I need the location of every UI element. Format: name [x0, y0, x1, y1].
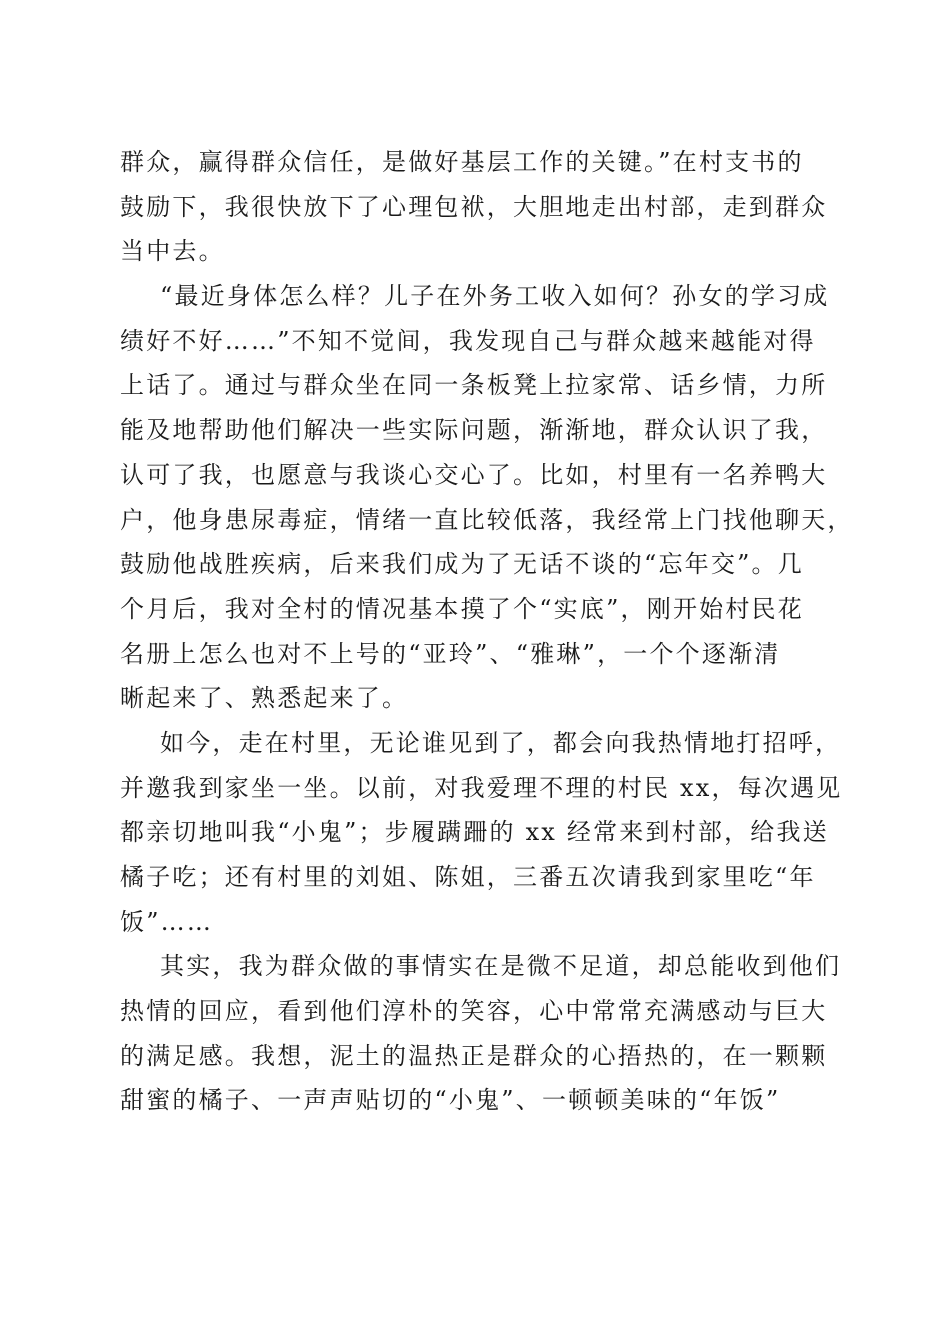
text-line: 的满足感。我想，泥土的温热正是群众的心捂热的，在一颗颗	[120, 1041, 828, 1070]
text-line: 鼓励他战胜疾病，后来我们成为了无话不谈的“忘年交”。几	[120, 550, 804, 579]
paragraph-first-line: “最近身体怎么样？儿子在外务工收入如何？孙女的学习成	[160, 282, 830, 311]
text-line: 户，他身患尿毒症，情绪一直比较低落，我经常上门找他聊天，	[120, 505, 854, 534]
text-line: 当中去。	[120, 237, 225, 266]
text-line: 饭”……	[120, 907, 214, 936]
text-line: 个月后，我对全村的情况基本摸了个“实底”，刚开始村民花	[120, 594, 804, 623]
paragraph-first-line: 其实，我为群众做的事情实在是微不足道，却总能收到他们	[160, 952, 842, 981]
text-line: 鼓励下，我很快放下了心理包袱，大胆地走出村部，走到群众	[120, 192, 828, 221]
body-text	[120, 140, 854, 1123]
text-line: 绩好不好……”不知不觉间，我发现自己与群众越来越能对得	[120, 326, 816, 355]
text-line: 热情的回应，看到他们淳朴的笑容，心中常常充满感动与巨大	[120, 997, 828, 1026]
text-line: 能及地帮助他们解决一些实际问题，渐渐地，群众认识了我，	[120, 416, 828, 445]
text-line: 甜蜜的橘子、一声声贴切的“小鬼”、一顿顿美味的“年饭”	[120, 1086, 781, 1115]
text-line: 都亲切地叫我“小鬼”；步履蹒跚的 xx 经常来到村部，给我送	[120, 818, 829, 847]
paragraph-first-line: 如今，走在村里，无论谁见到了，都会向我热情地打招呼，	[160, 728, 842, 757]
text-line: 晰起来了、熟悉起来了。	[120, 684, 409, 713]
text-line: 橘子吃；还有村里的刘姐、陈姐，三番五次请我到家里吃“年	[120, 863, 816, 891]
text-line: 认可了我，也愿意与我谈心交心了。比如，村里有一名养鸭大	[120, 460, 828, 489]
text-line: 群众，赢得群众信任，是做好基层工作的关键。”在村支书的	[120, 148, 804, 176]
text-line: 名册上怎么也对不上号的“亚玲”、“雅琳”，一个个逐渐清	[120, 639, 781, 668]
text-line: 上话了。通过与群众坐在同一条板凳上拉家常、话乡情，力所	[120, 371, 828, 400]
text-line: 并邀我到家坐一坐。以前，对我爱理不理的村民 xx，每次遇见	[120, 773, 843, 802]
